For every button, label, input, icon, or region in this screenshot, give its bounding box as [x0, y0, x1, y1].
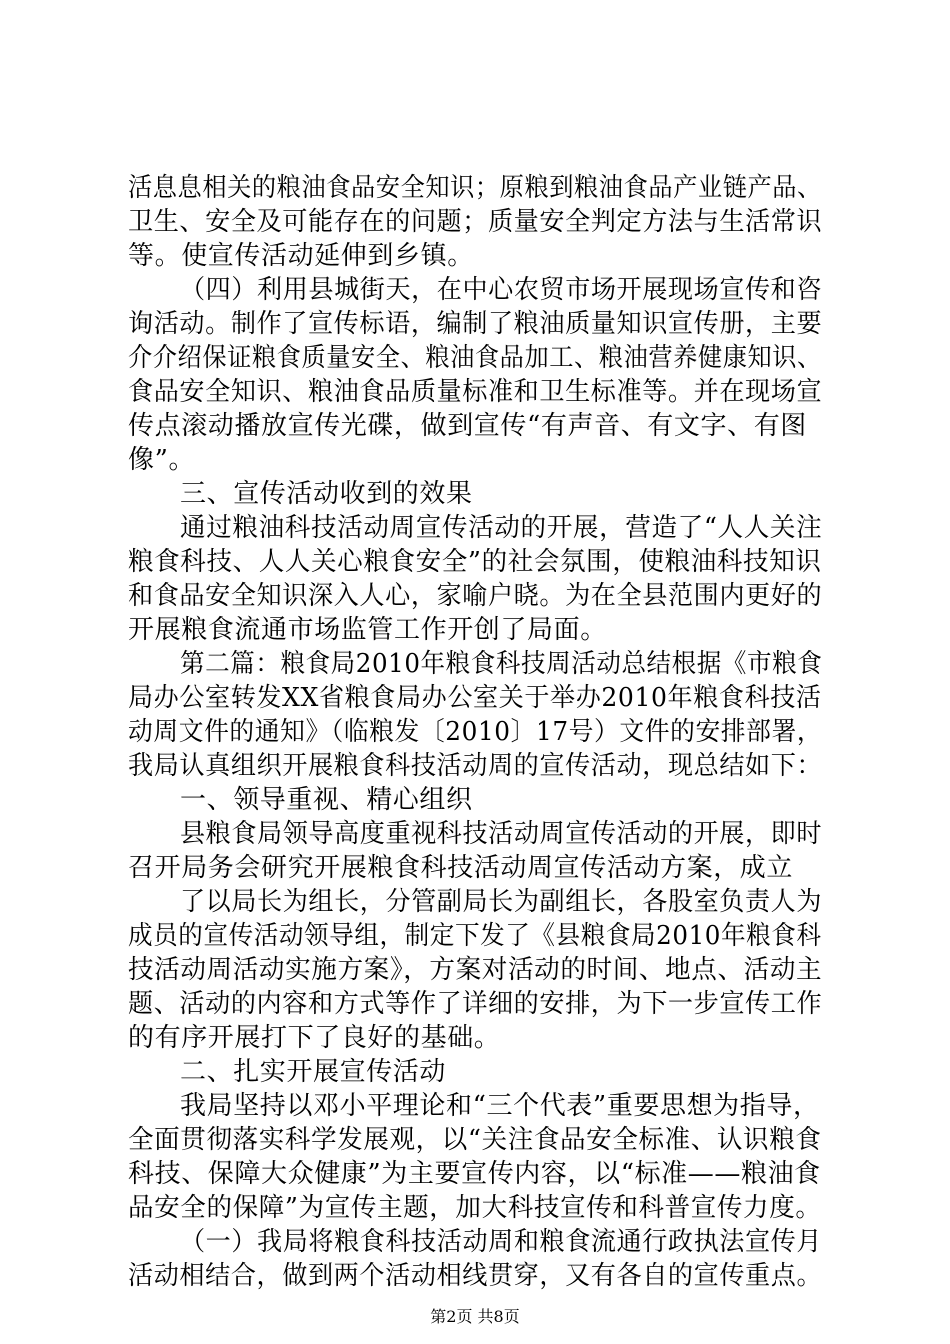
text-line: 我局认真组织开展粮食科技活动周的宣传活动，现总结如下： [128, 751, 823, 781]
text-line: 题、活动的内容和方式等作了详细的安排，为下一步宣传工作 [128, 989, 823, 1019]
text-line: （四）利用县城街天，在中心农贸市场开展现场宣传和咨 [180, 275, 823, 305]
section-heading: 三、宣传活动收到的效果 [180, 479, 473, 509]
text-line: 介介绍保证粮食质量安全、粮油食品加工、粮油营养健康知识、 [128, 343, 822, 373]
text-line: 全面贯彻落实科学发展观，以“关注食品安全标准、认识粮食 [128, 1125, 822, 1155]
text-line: 询活动。制作了宣传标语，编制了粮油质量知识宣传册，主要 [128, 309, 823, 339]
text-line: 通过粮油科技活动周宣传活动的开展，营造了“人人关注 [180, 513, 823, 543]
text-line: 活息息相关的粮油食品安全知识；原粮到粮油食品产业链产品、 [128, 173, 822, 203]
section-heading: 一、领导重视、精心组织 [180, 785, 473, 815]
section-heading: 二、扎实开展宣传活动 [180, 1057, 447, 1087]
page-footer: 第2页 共8页 [430, 1307, 520, 1326]
text-line: 局办公室转发XX省粮食局办公室关于举办2010年粮食科技活 [128, 683, 822, 713]
text-line: 我局坚持以邓小平理论和“三个代表”重要思想为指导， [180, 1091, 820, 1121]
text-line: 了以局长为组长，分管副局长为副组长，各股室负责人为 [180, 887, 823, 917]
text-line: 科技、保障大众健康”为主要宣传内容，以“标准——粮油食 [128, 1159, 821, 1189]
text-line: 县粮食局领导高度重视科技活动周宣传活动的开展，即时 [180, 819, 823, 849]
text-line: 开展粮食流通市场监管工作开创了局面。 [128, 615, 607, 645]
text-line: 的有序开展打下了良好的基础。 [128, 1023, 501, 1053]
text-line: 食品安全知识、粮油食品质量标准和卫生标准等。并在现场宣 [128, 377, 823, 407]
text-line: 品安全的保障”为宣传主题，加大科技宣传和科普宣传力度。 [128, 1193, 822, 1223]
text-line: 活动相结合，做到两个活动相线贯穿，又有各自的宣传重点。 [128, 1261, 823, 1291]
text-line: 动周文件的通知》（临粮发〔2010〕17号）文件的安排部署， [128, 717, 823, 747]
text-line: 传点滚动播放宣传光碟，做到宣传“有声音、有文字、有图 [128, 411, 807, 441]
text-line: （一）我局将粮食科技活动周和粮食流通行政执法宣传月 [180, 1227, 823, 1257]
text-line: 粮食科技、人人关心粮食安全”的社会氛围，使粮油科技知识 [128, 547, 822, 577]
text-line: 成员的宣传活动领导组，制定下发了《县粮食局2010年粮食科 [128, 921, 822, 951]
text-line: 卫生、安全及可能存在的问题；质量安全判定方法与生活常识 [128, 207, 823, 237]
text-line: 第二篇：粮食局2010年粮食科技周活动总结根据《市粮食 [180, 649, 823, 679]
text-line: 召开局务会研究开展粮食科技活动周宣传活动方案，成立 [128, 853, 794, 883]
text-line: 技活动周活动实施方案》，方案对活动的时间、地点、活动主 [128, 955, 823, 985]
text-line: 像”。 [128, 445, 196, 475]
text-line: 等。使宣传活动延伸到乡镇。 [128, 241, 474, 271]
text-line: 和食品安全知识深入人心，家喻户晓。为在全县范围内更好的 [128, 581, 823, 611]
